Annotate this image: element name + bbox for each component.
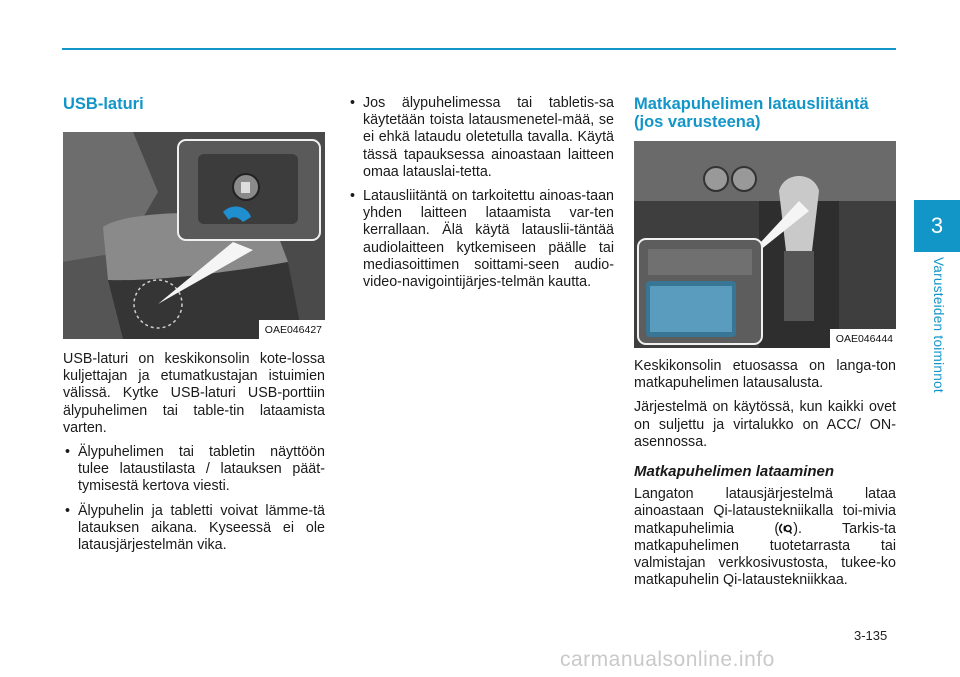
- list-item: • Älypuhelimen tai tabletin näyttöön tulee lataustilasta / latauksen päät-tymisestä kertova viesti.: [63, 444, 325, 496]
- wireless-charging-heading: [634, 95, 896, 131]
- header-rule: [62, 48, 896, 50]
- left-column: [63, 95, 325, 561]
- wireless-charging-illustration: [634, 141, 896, 348]
- chapter-title: Varusteiden toiminnot: [931, 257, 946, 393]
- chapter-tab: [914, 200, 960, 252]
- usb-charger-figure: [63, 132, 325, 339]
- usb-charger-heading: USB-laturi: [63, 95, 144, 113]
- wireless-para-3: [634, 486, 896, 589]
- list-item: • Jos älypuhelimessa tai tabletis-sa käytetään toista latausmenetel-mää, se ei ehkä lataudu oletetulla tavalla. Käytä tässä tapauksessa ainoastaan laitteen omaa latauslai-tetta.: [348, 95, 614, 181]
- wireless-para-1: Keskikonsolin etuosassa on langa-ton matkapuhelimen latausalusta.: [634, 358, 896, 392]
- heading-line-2: (jos varusteena): [634, 113, 761, 131]
- figure-code: OAE046444: [830, 329, 896, 348]
- list-item: • Älypuhelin ja tabletti voivat lämme-tä latauksen aikana. Kyseessä ei ole latausjärjestelmän vika.: [63, 503, 325, 555]
- charging-subheading: Matkapuhelimen lataaminen: [634, 463, 835, 481]
- list-item: • Latausliitäntä on tarkoitettu ainoas-taan yhden laitteen lataamista var-ten kerrallaan. Älä käytä latauslii-täntää audiolaitteen kytkemiseen päälle tai mediasoittimen soittami-seen audio-video-navigointijärjes-telmän kautta.: [348, 188, 614, 291]
- qi-logo-icon: [779, 521, 793, 535]
- chapter-number: 3: [930, 213, 944, 238]
- middle-column: [348, 95, 614, 298]
- wireless-charging-figure: [634, 141, 896, 348]
- page-number: 3-135: [854, 628, 888, 643]
- figure-code: OAE046427: [259, 320, 325, 339]
- heading-line-1: Matkapuhelimen latausliitäntä: [634, 95, 869, 113]
- para3-text-before: Langaton latausjärjestelmä lataa ainoastaan Qi-lataustekniikalla toi-mivia matkapuhelimia (: [634, 486, 896, 537]
- watermark: carmanualsonline.info: [560, 648, 775, 671]
- usb-intro-text: USB-laturi on keskikonsolin kote-lossa kuljettajan ja etumatkustajan istuimien välissä. Kytke USB-laturi USB-porttiin älypuhelimen tai table-tin lataamista varten.: [63, 351, 325, 436]
- para3-text-after: ). Tarkis-ta matkapuhelimen tuotetarrasta tai valmistajan verkkosivustosta, tukee-ko matkapuhelin Qi-lataustekniikkaa.: [634, 520, 896, 589]
- wireless-para-2: Järjestelmä on käytössä, kun kaikki ovet on suljettu ja virtalukko on ACC/ ON-asennossa.: [634, 399, 896, 450]
- usb-charger-illustration: [63, 132, 325, 339]
- right-column: [634, 95, 896, 596]
